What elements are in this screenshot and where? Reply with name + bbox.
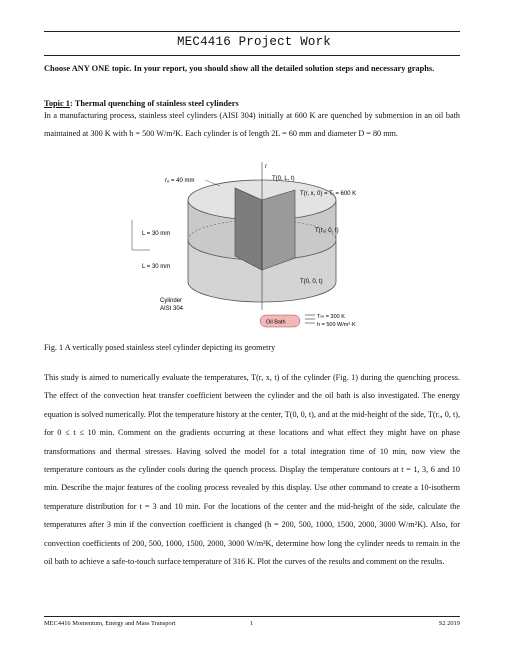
figure-caption: Fig. 1 A vertically posed stainless steel cylinder depicting its geometry bbox=[44, 343, 276, 352]
cylinder-figure bbox=[110, 160, 390, 340]
ambient-temp-label: T∞ = 300 K bbox=[317, 314, 345, 320]
center-temp-label: T(0, 0, t) bbox=[300, 279, 323, 285]
header-rule-top bbox=[44, 31, 460, 32]
topic-title: : Thermal quenching of stainless steel cylinders bbox=[70, 99, 239, 108]
side-midheight-temp-label: T(rₒ, 0, t) bbox=[315, 228, 339, 234]
page-title: MEC4416 Project Work bbox=[176, 35, 332, 49]
r-axis-label: r bbox=[265, 164, 267, 170]
oil-bath-label: Oil Bath bbox=[266, 319, 286, 326]
footer-rule bbox=[44, 616, 460, 617]
convection-coeff-label: h = 500 W/m²·K bbox=[317, 322, 356, 328]
footer-semester: S2 2019 bbox=[438, 620, 460, 627]
cylinder-label-line1: Cylinder bbox=[160, 298, 183, 304]
problem-statement: In a manufacturing process, stainless steel cylinders (AISI 304) initially at 600 K are quenched by submersion in an oil bath maintained at 300 K with h = 500 W/m²K. Each cylinder is of length 2L = 60 mm and diameter D = 80 mm. bbox=[44, 111, 460, 139]
upper-length-label: L = 30 mm bbox=[142, 231, 171, 237]
footer-page-number: 1 bbox=[250, 620, 254, 627]
section-plane-right bbox=[262, 190, 295, 270]
topic-label: Topic 1 bbox=[44, 99, 70, 108]
task-description: This study is aimed to numerically evaluate the temperatures, T(r, x, t) of the cylinder (Fig. 1) during the quenching process. The effect of the convection heat transfer coefficient between the cylinder and the oil bath is also investigated. The energy equation is solved numerically. Plot the temperature history at the center, T(0, 0, t), and at the mid-height of the side, T(rₒ, 0, t), for 0 ≤ t ≤ 10 min. Comment on the gradients occurring at these locations and what effect they might have on phase transformations and thermal stresses. Having solved the model for a total integration time of 10 min, now view the temperature contours as the cylinder cools during the quench process. Display the temperature contours at t = 1, 3, 6 and 10 min. Describe the major features of the cooling process revealed by this display. Use other command to create a 10-isotherm temperature distribution for t = 3 and 10 min. For the locations of the center and the mid-height of the side, calculate the temperatures after 3 min if the convection coefficient is changed (h = 200, 500, 1000, 1500, 2000, 3000 W/m²K). Also, for convection coefficients of 200, 500, 1000, 1500, 2000, 3000 W/m²K, determine how long the cylinder needs to remain in the oil bath to achieve a safe-to-touch surface temperature of 316 K. Plot the curves of the results and comment on the results. bbox=[44, 373, 460, 567]
radius-label: rₒ = 40 mm bbox=[165, 178, 195, 184]
initial-temp-label: T(r, x, 0) = Tᵢ = 600 K bbox=[300, 191, 357, 197]
header-rule-bottom bbox=[44, 55, 460, 56]
lower-length-label: L = 30 mm bbox=[142, 264, 171, 270]
top-center-temp-label: T(0, L, t) bbox=[272, 176, 295, 182]
footer-course: MEC4416 Momentum, Energy and Mass Transport bbox=[44, 620, 176, 627]
section-plane-left bbox=[235, 188, 262, 270]
cylinder-label-line2: AISI 304 bbox=[160, 306, 184, 312]
intro-instructions: Choose ANY ONE topic. In your report, you should show all the detailed solution steps and necessary graphs. bbox=[44, 64, 435, 73]
